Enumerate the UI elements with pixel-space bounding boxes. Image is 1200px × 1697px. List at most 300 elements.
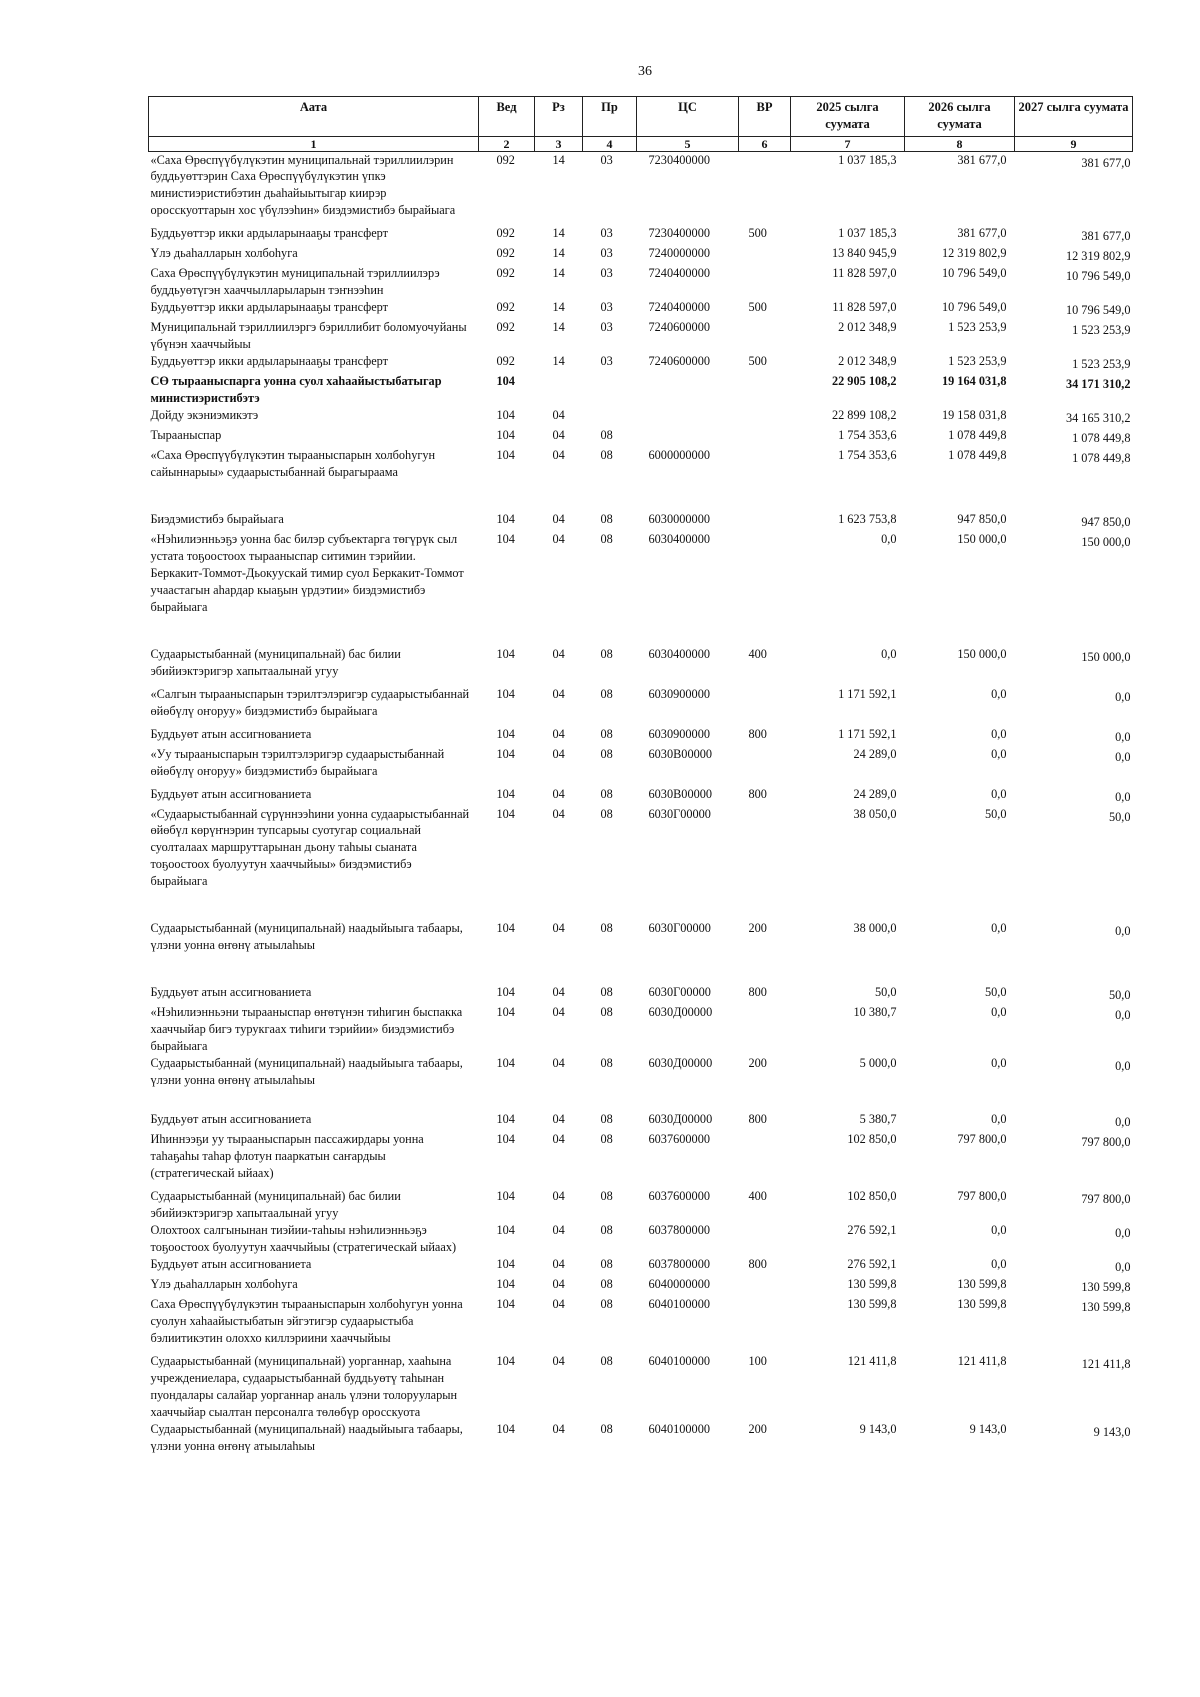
cell-ved: 104: [496, 1056, 515, 1071]
cell-pr: 08: [600, 1005, 613, 1020]
table-row: [149, 1421, 1133, 1455]
cell-ved: 092: [496, 246, 515, 261]
cell-vr: 400: [748, 1188, 767, 1203]
header-vr: ВР: [739, 97, 791, 137]
cell-cs: 7240600000: [648, 354, 710, 369]
cell-cs: 7240000000: [648, 246, 710, 261]
cell-amount-2025: 50,0: [874, 985, 897, 1000]
cell-ved: 104: [496, 746, 515, 761]
cell-rz: 04: [552, 531, 565, 546]
cell-amount-2025: 24 289,0: [853, 746, 897, 761]
cell-vr: [739, 151, 791, 225]
cell-name: «Саха Өрөспүүбүлүкэтин тырааныспарын холбоһугун сайыннарыы» судаарыстыбаннай бырагыраама: [150, 448, 436, 479]
cell-amount-2025: 1 037 185,3: [838, 152, 897, 167]
cell-pr: 08: [600, 1353, 613, 1368]
cell-amount-2025: 130 599,8: [847, 1276, 897, 1291]
cell-rz: 04: [552, 746, 565, 761]
cell-amount-2026: 1 078 449,8: [948, 448, 1007, 462]
cell-rz: 04: [552, 408, 565, 423]
cell-amount-2027: 797 800,0: [1081, 1135, 1131, 1150]
cell-cs: 7230400000: [648, 226, 710, 241]
cell-amount-2025: 13 840 945,9: [831, 246, 897, 261]
table-body: [149, 151, 1133, 1455]
cell-vr: 800: [748, 1256, 767, 1271]
cell-amount-2025: 276 592,1: [847, 1256, 897, 1271]
cell-vr: [739, 1222, 791, 1256]
cell-ved: 104: [496, 1005, 515, 1020]
cell-amount-2026: 0,0: [991, 921, 1007, 936]
cell-amount-2025: 38 000,0: [853, 921, 897, 936]
cell-amount-2027: 1 078 449,8: [1072, 431, 1131, 446]
cell-pr: 08: [600, 531, 613, 546]
cell-amount-2026: 10 796 549,0: [941, 266, 1007, 281]
cell-rz: 04: [552, 1132, 565, 1147]
cell-pr: 08: [600, 686, 613, 701]
cell-name: Буддьуөт атын ассигнованиета: [150, 786, 312, 801]
cell-amount-2025: 10 380,7: [853, 1005, 897, 1020]
cell-cs: 6040000000: [648, 1276, 710, 1291]
cell-cs: [637, 427, 739, 447]
cell-cs: 6037800000: [648, 1222, 710, 1237]
cell-cs: 6030Д00000: [648, 1056, 713, 1071]
cell-amount-2026: 0,0: [991, 1112, 1007, 1127]
cell-pr: 08: [600, 1056, 613, 1071]
cell-amount-2027: 150 000,0: [1081, 534, 1131, 549]
cell-pr: 03: [600, 300, 613, 315]
cell-rz: 04: [552, 1056, 565, 1071]
cell-rz: 14: [552, 354, 565, 369]
cell-rz: 04: [552, 1188, 565, 1203]
cell-pr: 03: [600, 320, 613, 335]
table-row: [149, 984, 1133, 1004]
cell-amount-2027: 0,0: [1115, 689, 1131, 704]
header-2025: 2025 сылга суумата: [791, 97, 905, 137]
cell-rz: 14: [552, 226, 565, 241]
cell-pr: 03: [600, 266, 613, 281]
cell-cs: 6030000000: [648, 511, 710, 526]
table-row: [149, 1222, 1133, 1256]
cell-name: Иһиннээҕи уу тырааныспарын пассажирдары уонна таһаҕаһы таһар флотун пааркатын саҥардыы (стратегическай ыйаах): [150, 1132, 424, 1180]
cell-amount-2025: 130 599,8: [847, 1296, 897, 1311]
cell-ved: 104: [496, 686, 515, 701]
cell-pr: 08: [600, 1222, 613, 1237]
cell-amount-2026: 797 800,0: [957, 1188, 1007, 1203]
cell-cs: 6037600000: [648, 1132, 710, 1147]
cell-ved: 092: [496, 320, 515, 335]
header-cs: ЦС: [637, 97, 739, 137]
cell-vr: [739, 1296, 791, 1353]
cell-amount-2025: 1 171 592,1: [838, 726, 897, 741]
table-row: [149, 151, 1133, 225]
cell-amount-2027: 0,0: [1115, 789, 1131, 804]
cell-cs: 7240400000: [648, 266, 710, 281]
cell-ved: 092: [496, 152, 515, 167]
cell-amount-2026: 19 164 031,8: [941, 374, 1007, 389]
cell-amount-2025: 11 828 597,0: [832, 266, 897, 281]
cell-name: Судаарыстыбаннай (муниципальнай) наадыйыыга табаары, үлэни уонна өҥөнү атыылаһыы: [150, 1421, 463, 1453]
cell-amount-2027: 381 677,0: [1081, 155, 1131, 170]
table-row: [149, 646, 1133, 686]
cell-pr: 03: [600, 152, 613, 167]
column-number: 5: [637, 136, 739, 151]
cell-cs: 6030В00000: [648, 746, 713, 761]
cell-name: Биэдэмистибэ бырайыага: [150, 511, 284, 526]
cell-vr: [739, 407, 791, 427]
cell-amount-2025: 2 012 348,9: [838, 354, 897, 369]
cell-amount-2027: 150 000,0: [1081, 649, 1131, 664]
cell-name: Буддьуөт атын ассигнованиета: [150, 1112, 312, 1127]
table-row: [149, 1256, 1133, 1276]
cell-name: «Салгын тырааныспарын тэрилтэлэригэр судаарыстыбаннай өйөбүлү оҥоруу» биэдэмистибэ бырайыага: [150, 686, 470, 718]
cell-name: Муниципальнай тэриллиилэргэ бэриллибит боломуочуйаны үбүнэн хааччыйыы: [150, 320, 467, 352]
cell-amount-2027: 0,0: [1115, 924, 1131, 939]
cell-vr: 200: [748, 1056, 767, 1071]
cell-cs: 7240400000: [648, 300, 710, 315]
cell-rz: 04: [552, 985, 565, 1000]
table-row: [149, 1188, 1133, 1222]
cell-amount-2027: 130 599,8: [1081, 1299, 1131, 1314]
budget-table: [148, 96, 1133, 1455]
column-number: 1: [149, 136, 479, 151]
cell-ved: 104: [496, 1132, 515, 1147]
cell-name: Судаарыстыбаннай (муниципальнай) уорганнар, хааһына учреждениелара, судаарыстыбаннай буддьуөтү таһынан пуондалары салайар уорганнар аналь үлэни толорууларын хааччыйар сыалтан персоналга төлөбүр оросскуота: [150, 1353, 458, 1419]
cell-pr: 08: [600, 428, 613, 443]
cell-rz: 14: [552, 320, 565, 335]
cell-amount-2027: 0,0: [1115, 1225, 1131, 1240]
cell-cs: 6040100000: [648, 1421, 710, 1436]
cell-name: Саха Өрөспүүбүлүкэтин тырааныспарын холбоһугун уонна суолун хаһаайыстыбатын эйгэтигэр судаарыстыба бэлиитикэтин олоххо киллэриини хааччыйыы: [150, 1296, 463, 1345]
table-row: [149, 920, 1133, 984]
cell-rz: 04: [552, 1296, 565, 1311]
cell-name: Буддьуөт атын ассигнованиета: [150, 985, 312, 1000]
cell-ved: 104: [496, 374, 515, 389]
cell-rz: [535, 373, 583, 407]
table-row: [149, 686, 1133, 726]
cell-rz: 14: [552, 246, 565, 261]
cell-vr: 200: [748, 921, 767, 936]
cell-ved: 104: [496, 531, 515, 546]
cell-name: Үлэ дьаһалларын холбоһуга: [150, 1276, 298, 1291]
cell-cs: 6030400000: [648, 531, 710, 546]
cell-rz: 04: [552, 1353, 565, 1368]
cell-amount-2026: 9 143,0: [969, 1421, 1007, 1436]
table-row: [149, 225, 1133, 245]
header-2026: 2026 сылга суумата: [905, 97, 1015, 137]
cell-pr: 08: [600, 511, 613, 526]
cell-ved: 092: [496, 300, 515, 315]
cell-rz: 04: [552, 726, 565, 741]
cell-ved: 104: [496, 1188, 515, 1203]
cell-pr: 03: [600, 226, 613, 241]
cell-pr: 08: [600, 726, 613, 741]
cell-amount-2027: 50,0: [1108, 809, 1131, 824]
header-pr: Пр: [583, 97, 637, 137]
cell-amount-2027: 0,0: [1115, 749, 1131, 764]
cell-rz: 04: [552, 1005, 565, 1020]
cell-amount-2026: 0,0: [991, 1056, 1007, 1071]
cell-rz: 04: [552, 806, 565, 821]
column-number: 2: [479, 136, 535, 151]
cell-rz: 14: [552, 266, 565, 281]
cell-name: «Саха Өрөспүүбүлүкэтин муниципальнай тэриллиилэрин буддьуөттэрин Саха Өрөспүүбүлүкэтин үпкэ министиэристибэтин дьаһайыытыгар киирэр оросскуоттарын хос үбүлээһин» биэдэмистибэ бырайыага: [150, 152, 456, 218]
cell-pr: 08: [600, 806, 613, 821]
table-row: [149, 319, 1133, 353]
cell-amount-2025: 1 037 185,3: [838, 226, 897, 241]
cell-ved: 104: [496, 1112, 515, 1127]
cell-ved: 092: [496, 354, 515, 369]
cell-vr: [739, 319, 791, 353]
header-rz: Рз: [535, 97, 583, 137]
cell-amount-2026: 1 078 449,8: [948, 428, 1007, 443]
cell-ved: 104: [496, 1421, 515, 1436]
cell-amount-2027: 1 523 253,9: [1072, 323, 1131, 338]
cell-amount-2025: 1 754 353,6: [838, 448, 897, 462]
cell-ved: 104: [496, 1222, 515, 1237]
cell-rz: 04: [552, 448, 565, 462]
cell-amount-2027: 0,0: [1115, 729, 1131, 744]
cell-name: «Уу тырааныспарын тэрилтэлэригэр судаарыстыбаннай өйөбүлү оҥоруу» биэдэмистибэ бырайыага: [150, 746, 445, 778]
header-ved: Вед: [479, 97, 535, 137]
cell-amount-2025: 1 171 592,1: [838, 686, 897, 701]
cell-name: Буддьуөттэр икки ардыларынааҕы трансферт: [150, 300, 389, 315]
table-row: [149, 746, 1133, 786]
cell-ved: 104: [496, 1256, 515, 1271]
cell-amount-2027: 10 796 549,0: [1065, 303, 1131, 318]
cell-vr: [739, 1004, 791, 1055]
cell-vr: 200: [748, 1421, 767, 1436]
cell-ved: 104: [496, 428, 515, 443]
cell-pr: 08: [600, 1256, 613, 1271]
cell-vr: 500: [748, 354, 767, 369]
cell-name: Буддьуөт атын ассигнованиета: [150, 1256, 312, 1271]
column-number: 9: [1015, 136, 1133, 151]
cell-amount-2025: 5 380,7: [859, 1112, 897, 1127]
cell-amount-2025: 0,0: [881, 646, 897, 661]
cell-ved: 104: [496, 408, 515, 423]
cell-name: «Нэһилиэнньэни тырааныспар өҥөтүнэн тиһигин быспакка хааччыйар бигэ турукгаах тиһиги тэрийии» биэдэмистибэ бырайыага: [150, 1005, 463, 1054]
cell-name: «Судаарыстыбаннай сүрүннээһини уонна судаарыстыбаннай өйөбүл көрүҥнэрин тупсарыы суотугар социальнай суолталаах маршруттарынан дьону таһыы сыаната тоҕоостоох буолуутун хааччыйыы» биэдэмистибэ бырайыага: [150, 806, 470, 889]
cell-pr: 08: [600, 786, 613, 801]
cell-name: Буддьуөттэр икки ардыларынааҕы трансферт: [150, 226, 389, 241]
cell-pr: 08: [600, 1276, 613, 1291]
cell-vr: 500: [748, 226, 767, 241]
page-number: 36: [638, 64, 652, 79]
cell-amount-2026: 1 523 253,9: [948, 320, 1007, 335]
cell-amount-2027: 0,0: [1115, 1259, 1131, 1274]
table-row: [149, 786, 1133, 806]
cell-cs: 6030400000: [648, 646, 710, 661]
cell-rz: 04: [552, 921, 565, 936]
cell-amount-2026: 381 677,0: [957, 226, 1007, 241]
cell-amount-2027: 10 796 549,0: [1065, 269, 1131, 284]
cell-amount-2026: 381 677,0: [957, 152, 1007, 167]
cell-ved: 104: [496, 985, 515, 1000]
cell-amount-2025: 11 828 597,0: [832, 300, 897, 315]
cell-amount-2026: 0,0: [991, 726, 1007, 741]
cell-pr: 08: [600, 448, 613, 462]
cell-cs: 6030900000: [648, 726, 710, 741]
table-row: [149, 373, 1133, 407]
cell-ved: 104: [496, 1296, 515, 1311]
table-row: [149, 1111, 1133, 1131]
cell-amount-2026: 0,0: [991, 1222, 1007, 1237]
cell-cs: 6030Г00000: [648, 921, 711, 936]
cell-amount-2026: 19 158 031,8: [941, 408, 1007, 423]
cell-pr: 03: [600, 246, 613, 261]
cell-vr: 800: [748, 1112, 767, 1127]
cell-rz: 14: [552, 152, 565, 167]
cell-amount-2026: 130 599,8: [957, 1296, 1007, 1311]
cell-ved: 104: [496, 646, 515, 661]
cell-vr: [739, 511, 791, 531]
cell-name: Саха Өрөспүүбүлүкэтин муниципальнай тэриллиилэрэ буддьуөтүгэн хааччылларыларын тэҥнээһин: [150, 266, 440, 298]
cell-pr: 08: [600, 1296, 613, 1311]
cell-amount-2027: 34 165 310,2: [1065, 411, 1131, 426]
cell-name: Судаарыстыбаннай (муниципальнай) бас билии эбийиэктэригэр хапытаалынай угуу: [150, 646, 401, 678]
cell-vr: [739, 746, 791, 786]
cell-pr: 08: [600, 1421, 613, 1436]
cell-amount-2026: 947 850,0: [957, 511, 1007, 526]
cell-pr: 03: [600, 354, 613, 369]
cell-name: Олохтоох салгынынан тиэйии-таһыы нэһилиэнньэҕэ тоҕоостоох буолуутун хааччыйыы (стратегическай ыйаах): [150, 1222, 457, 1254]
cell-amount-2026: 0,0: [991, 746, 1007, 761]
table-row: [149, 265, 1133, 299]
table-header: [149, 97, 1133, 152]
cell-rz: 04: [552, 646, 565, 661]
cell-amount-2027: 381 677,0: [1081, 229, 1131, 244]
cell-amount-2026: 12 319 802,9: [941, 246, 1007, 261]
table-row: [149, 806, 1133, 921]
cell-amount-2026: 50,0: [984, 806, 1007, 821]
column-number: 8: [905, 136, 1015, 151]
cell-vr: [739, 265, 791, 299]
cell-amount-2026: 0,0: [991, 786, 1007, 801]
cell-amount-2027: 121 411,8: [1081, 1356, 1131, 1371]
table-row: [149, 1131, 1133, 1188]
cell-ved: 104: [496, 806, 515, 821]
cell-amount-2025: 22 899 108,2: [831, 408, 897, 423]
cell-cs: 7230400000: [648, 152, 710, 167]
cell-rz: 04: [552, 786, 565, 801]
cell-ved: 104: [496, 448, 515, 462]
cell-amount-2026: 0,0: [991, 1256, 1007, 1271]
cell-amount-2025: 38 050,0: [853, 806, 897, 821]
cell-ved: 092: [496, 226, 515, 241]
cell-amount-2025: 9 143,0: [859, 1421, 897, 1436]
column-number: 7: [791, 136, 905, 151]
cell-name: Тырааныспар: [150, 428, 222, 443]
cell-name: Судаарыстыбаннай (муниципальнай) бас билии эбийиэктэригэр хапытаалынай угуу: [150, 1188, 401, 1220]
cell-cs: 6037600000: [648, 1188, 710, 1203]
cell-vr: [739, 447, 791, 511]
cell-ved: 104: [496, 726, 515, 741]
cell-pr: 08: [600, 1132, 613, 1147]
cell-name: Үлэ дьаһалларын холбоһуга: [150, 246, 298, 261]
cell-vr: [739, 1131, 791, 1188]
cell-rz: 04: [552, 686, 565, 701]
cell-cs: 6030Г00000: [648, 985, 711, 1000]
cell-amount-2025: 0,0: [881, 531, 897, 546]
cell-name: СӨ тырааныспарга уонна суол хаһаайыстыбатыгар министиэристибэтэ: [150, 374, 442, 406]
column-number: 4: [583, 136, 637, 151]
column-number-row: [149, 136, 1133, 151]
cell-vr: 400: [748, 646, 767, 661]
cell-ved: 104: [496, 786, 515, 801]
table-row: [149, 1055, 1133, 1111]
cell-amount-2025: 102 850,0: [847, 1188, 897, 1203]
cell-amount-2027: 34 171 310,2: [1065, 377, 1131, 392]
cell-cs: 6040100000: [648, 1296, 710, 1311]
cell-amount-2026: 797 800,0: [957, 1132, 1007, 1147]
cell-vr: [739, 1276, 791, 1296]
cell-pr: [583, 407, 637, 427]
cell-cs: 6040100000: [648, 1353, 710, 1368]
cell-amount-2027: 797 800,0: [1081, 1191, 1131, 1206]
cell-rz: 04: [552, 428, 565, 443]
cell-rz: 04: [552, 1421, 565, 1436]
cell-cs: 6030Г00000: [648, 806, 711, 821]
cell-vr: 800: [748, 726, 767, 741]
cell-vr: [739, 427, 791, 447]
cell-pr: 08: [600, 985, 613, 1000]
cell-amount-2027: 50,0: [1108, 988, 1131, 1003]
cell-rz: 14: [552, 300, 565, 315]
cell-name: Дойду экэниэмикэтэ: [150, 408, 259, 423]
cell-name: Судаарыстыбаннай (муниципальнай) наадыйыыга табаары, үлэни уонна өҥөнү атыылаһыы: [150, 921, 463, 953]
cell-amount-2027: 1 523 253,9: [1072, 357, 1131, 372]
cell-amount-2025: 102 850,0: [847, 1132, 897, 1147]
cell-amount-2026: 130 599,8: [957, 1276, 1007, 1291]
cell-amount-2027: 947 850,0: [1081, 514, 1131, 529]
cell-amount-2025: 121 411,8: [847, 1353, 897, 1368]
table-row: [149, 1353, 1133, 1421]
cell-cs: [637, 373, 739, 407]
cell-vr: 800: [748, 786, 767, 801]
cell-amount-2026: 0,0: [991, 1005, 1007, 1020]
cell-amount-2026: 1 523 253,9: [948, 354, 1007, 369]
table-row: [149, 245, 1133, 265]
header-2027: 2027 сылга суумата: [1015, 97, 1133, 137]
table-row: [149, 447, 1133, 511]
cell-ved: 104: [496, 921, 515, 936]
cell-amount-2025: 22 905 108,2: [831, 374, 897, 389]
cell-amount-2025: 1 754 353,6: [838, 428, 897, 443]
cell-rz: 04: [552, 1222, 565, 1237]
cell-vr: [739, 686, 791, 726]
table-row: [149, 726, 1133, 746]
cell-cs: 6030Д00000: [648, 1005, 713, 1020]
cell-ved: 104: [496, 1353, 515, 1368]
cell-amount-2025: 276 592,1: [847, 1222, 897, 1237]
cell-amount-2025: 24 289,0: [853, 786, 897, 801]
cell-amount-2025: 5 000,0: [859, 1056, 897, 1071]
cell-cs: 7240600000: [648, 320, 710, 335]
cell-rz: 04: [552, 1276, 565, 1291]
cell-vr: [739, 806, 791, 921]
cell-amount-2027: 9 143,0: [1093, 1424, 1131, 1439]
table-row: [149, 299, 1133, 319]
cell-ved: 104: [496, 1276, 515, 1291]
cell-cs: 6030900000: [648, 686, 710, 701]
cell-amount-2025: 1 623 753,8: [838, 511, 897, 526]
cell-pr: 08: [600, 646, 613, 661]
cell-vr: 800: [748, 985, 767, 1000]
cell-amount-2026: 121 411,8: [957, 1353, 1007, 1368]
cell-name: Буддьуөттэр икки ардыларынааҕы трансферт: [150, 354, 389, 369]
cell-pr: [583, 373, 637, 407]
cell-amount-2027: 0,0: [1115, 1008, 1131, 1023]
cell-vr: [739, 531, 791, 646]
